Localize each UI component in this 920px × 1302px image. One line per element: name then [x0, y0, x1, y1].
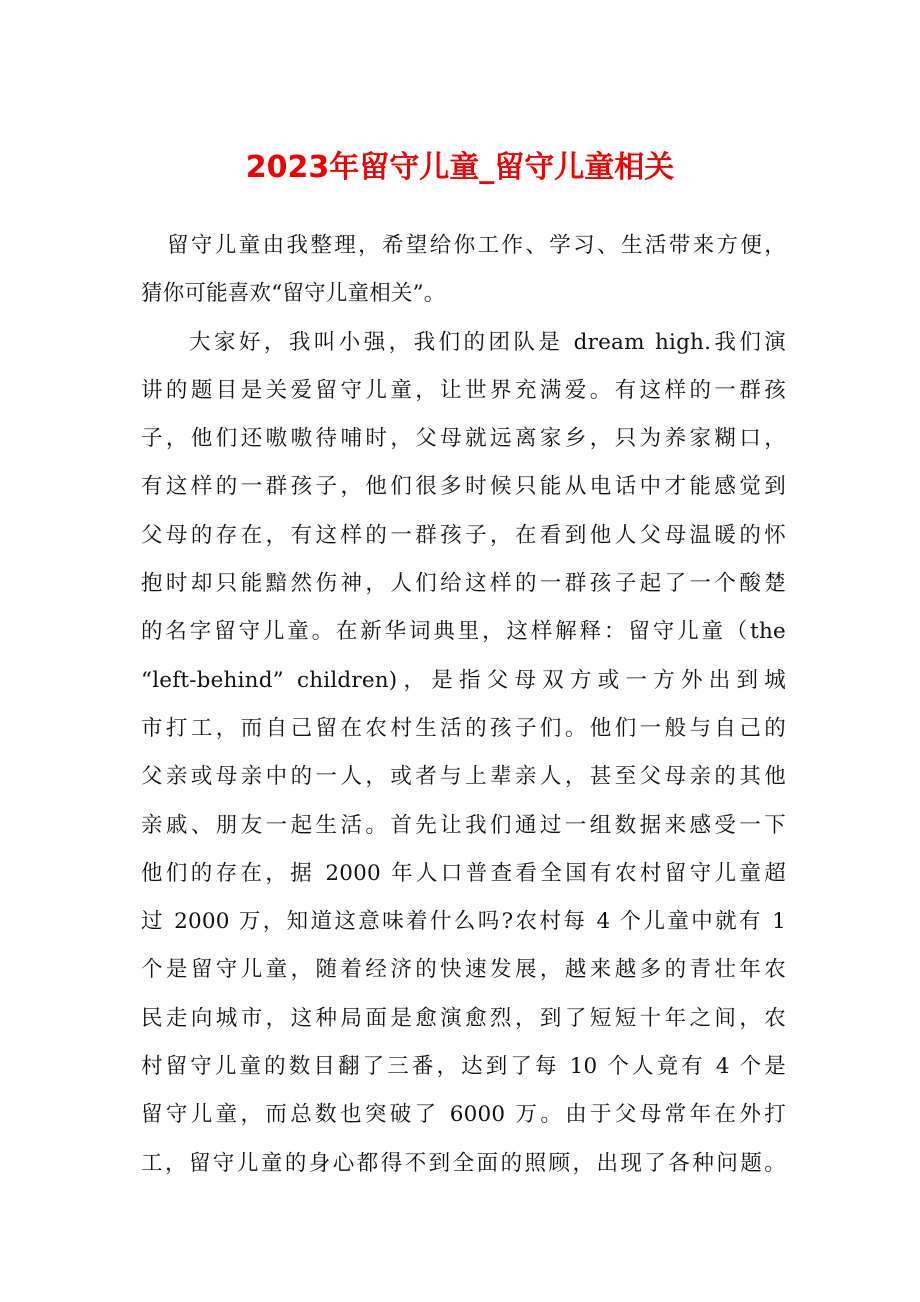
text-line: 留守儿童由我整理，希望给你工作、学习、生活带来方便，	[167, 233, 786, 258]
intro-paragraph	[141, 222, 786, 319]
text-line: 村留守儿童的数目翻了三番，达到了每 10 个人竟有 4 个是	[141, 1054, 786, 1080]
text-line: 他们的存在，据 2000 年人口普查看全国有农村留守儿童超	[141, 860, 786, 886]
text-line: 子，他们还嗷嗷待哺时，父母就远离家乡，只为养家糊口，	[141, 426, 786, 452]
text-line: 工，留守儿童的身心都得不到全面的照顾，出现了各种问题。	[141, 1150, 786, 1176]
text-line: 个是留守儿童，随着经济的快速发展，越来越多的青壮年农	[141, 957, 786, 983]
text-line: 市打工，而自己留在农村生活的孩子们。他们一般与自己的	[141, 715, 786, 741]
text-line: 大家好，我叫小强，我们的团队是 dream high.我们演	[189, 329, 786, 355]
text-line: 民走向城市，这种局面是愈演愈烈，到了短短十年之间，农	[141, 1005, 786, 1031]
text-line: 抱时却只能黯然伤神，人们给这样的一群孩子起了一个酸楚	[141, 571, 786, 597]
text-line: 父母的存在，有这样的一群孩子，在看到他人父母温暖的怀	[141, 522, 786, 548]
speech-paragraph	[141, 319, 786, 1188]
text-line: 过 2000 万，知道这意味着什么吗?农村每 4 个儿童中就有 1	[141, 909, 786, 935]
text-line: 有这样的一群孩子，他们很多时候只能从电话中才能感觉到	[141, 474, 786, 500]
document-title: 2023年留守儿童_留守儿童相关	[245, 150, 675, 185]
text-line: 父亲或母亲中的一人，或者与上辈亲人，甚至父母亲的其他	[141, 764, 786, 790]
text-line: 留守儿童，而总数也突破了 6000 万。由于父母常年在外打	[141, 1102, 786, 1128]
text-line: 亲戚、朋友一起生活。首先让我们通过一组数据来感受一下	[141, 812, 786, 838]
document-body	[141, 222, 786, 1188]
text-line: 的名字留守儿童。在新华词典里，这样解释：留守儿童（the	[141, 619, 786, 645]
text-line: 猜你可能喜欢“留守儿童相关”。	[141, 281, 446, 307]
text-line: 讲的题目是关爱留守儿童，让世界充满爱。有这样的一群孩	[141, 377, 786, 403]
text-line: “left-behind” children)，是指父母双方或一方外出到城	[141, 667, 786, 693]
